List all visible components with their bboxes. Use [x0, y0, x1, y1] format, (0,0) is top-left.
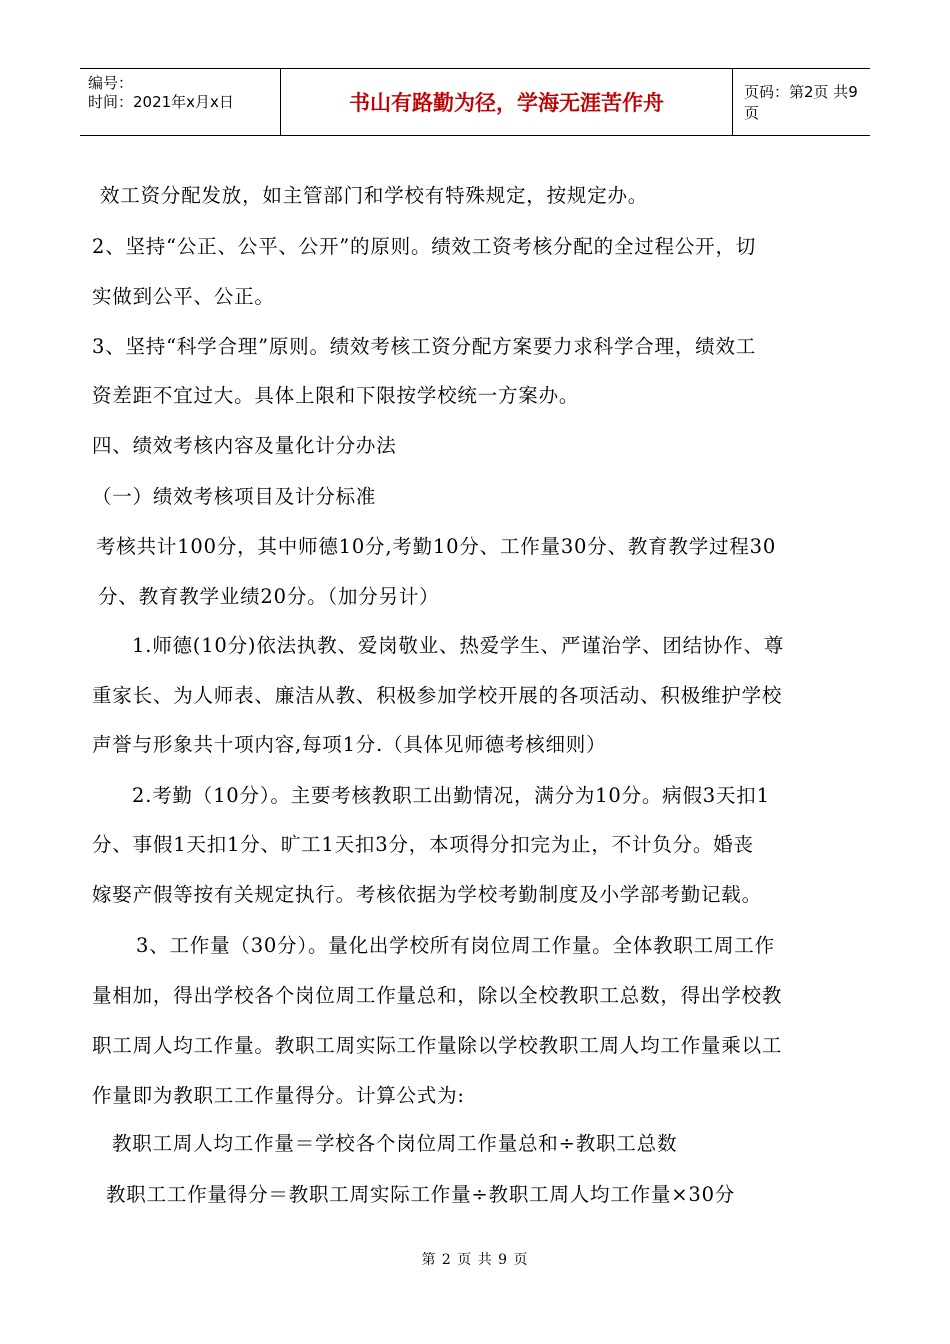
text-line: 资差距不宜过大。具体上限和下限按学校统一方案办。	[92, 384, 580, 407]
doc-number-label: 编号：	[88, 74, 134, 92]
header-motto: 书山有路勤为径，学海无涯苦作舟	[281, 69, 733, 135]
text-line: 1.师德(10分)依法执教、爱岗敬业、热爱学生、严谨治学、团结协作、尊	[132, 634, 785, 657]
text-line: 考核共计100分，其中师德10分,考勤10分、工作量30分、教育教学过程30	[96, 535, 777, 558]
text-line: 3、坚持“科学合理”原则。绩效考核工资分配方案要力求科学合理，绩效工	[92, 335, 757, 358]
document-header	[80, 68, 870, 136]
formula-line: 教职工周人均工作量＝学校各个岗位周工作量总和÷教职工总数	[112, 1132, 678, 1155]
subsection-heading: （一）绩效考核项目及计分标准	[92, 485, 377, 508]
doc-date-label: 时间：2021年x月x日	[88, 93, 234, 111]
text-line: 重家长、为人师表、廉洁从教、积极参加学校开展的各项活动、积极维护学校	[92, 684, 783, 707]
text-line: 职工周人均工作量。教职工周实际工作量除以学校教职工周人均工作量乘以工	[92, 1034, 783, 1057]
text-line: 声誉与形象共十项内容,每项1分.（具体见师德考核细则）	[92, 733, 607, 756]
text-line: 2.考勤（10分）。主要考核教职工出勤情况，满分为10分。病假3天扣1	[132, 784, 770, 807]
text-line: 2、坚持“公正、公平、公开”的原则。绩效工资考核分配的全过程公开，切	[92, 235, 757, 258]
text-line: 分、教育教学业绩20分。（加分另计）	[98, 585, 440, 608]
section-heading: 四、绩效考核内容及量化计分办法	[92, 434, 397, 457]
text-line: 量相加，得出学校各个岗位周工作量总和，除以全校教职工总数，得出学校教	[92, 984, 783, 1007]
text-line: 3、工作量（30分）。量化出学校所有岗位周工作量。全体教职工周工作	[136, 934, 775, 957]
text-line: 作量即为教职工工作量得分。计算公式为:	[92, 1084, 465, 1107]
text-line: 实做到公平、公正。	[92, 285, 275, 308]
page-footer: 第 2 页 共 9 页	[421, 1252, 529, 1268]
header-page-label: 页码：第2页 共9页	[744, 83, 858, 122]
text-line: 嫁娶产假等按有关规定执行。考核依据为学校考勤制度及小学部考勤记载。	[92, 883, 762, 906]
text-line: 分、事假1天扣1分、旷工1天扣3分，本项得分扣完为止，不计负分。婚丧	[92, 833, 754, 856]
formula-line: 教职工工作量得分＝教职工周实际工作量÷教职工周人均工作量×30分	[106, 1183, 736, 1206]
header-meta-cell	[80, 69, 281, 135]
text-line: 效工资分配发放，如主管部门和学校有特殊规定，按规定办。	[100, 184, 649, 207]
